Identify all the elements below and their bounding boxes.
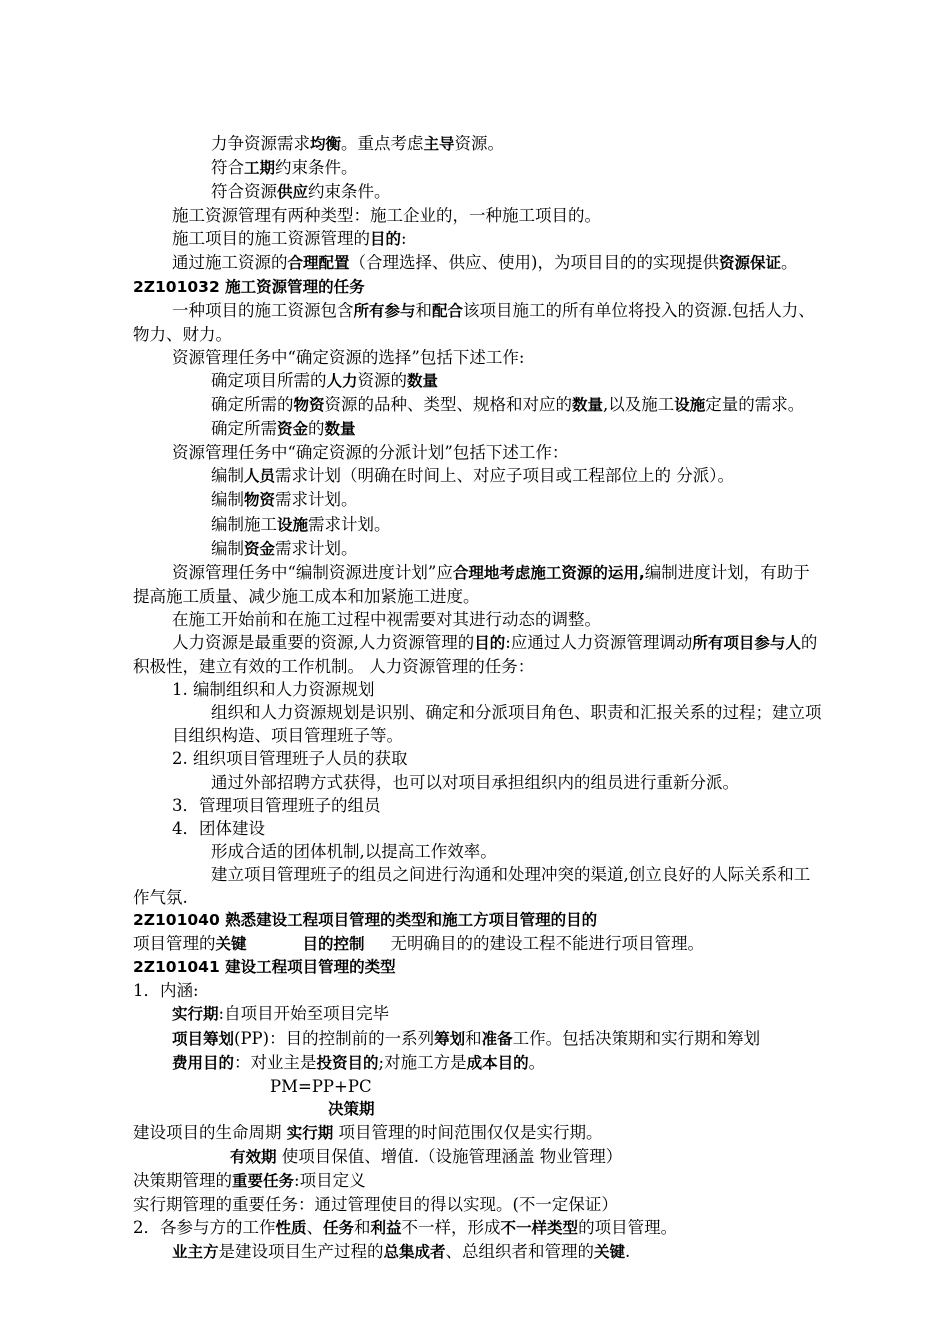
text-line [133,227,823,251]
bold-term: 费用目的 [172,1053,235,1072]
text-run: 和 [354,1218,371,1238]
list-item: 3．管理项目管理班子的组员 [172,795,381,815]
text-run: 确定所需 [211,419,277,439]
text-run: 约束条件。 [308,182,391,202]
text-line: 实行期管理的重要任务：通过管理使目的得以实现。(不一定保证） [133,1195,618,1215]
text-run: 项目管理的时间范围仅仅是实行期。 [333,1122,603,1142]
text-run: 。重点考虑 [341,134,424,153]
bold-term: 项目筹划 [172,1029,235,1048]
paragraph: 建立项目管理班子的组员之间进行沟通和处理冲突的渠道,创立良好的人际关系和工作气氛. [133,864,811,907]
bold-term: 不一样类型 [500,1219,579,1238]
bold-term: 成本目的 [466,1053,529,1072]
text-line [133,132,823,156]
paragraph [133,701,823,747]
bold-term: 准备 [481,1029,513,1048]
bold-term: 目的控制 [302,935,365,954]
text-run: 确定项目所需的 [211,370,327,390]
bold-term: 人力 [326,371,358,390]
bold-term: 实行期 [172,1005,219,1024]
text-run: 需求计划。 [275,490,358,510]
text-run: 需求计划。 [308,514,391,534]
text-run: : [401,229,407,249]
bold-term: 主导 [423,135,455,153]
paragraph [133,1027,823,1051]
text-run: 。 [528,1052,546,1072]
bold-term: 物资 [244,491,276,510]
text-run: 需求计划（明确在时间上、对应子项目或工程部位上的 分派）。 [275,466,735,486]
text-line: 施工资源管理有两种类型：施工企业的，一种施工项目的。 [172,206,601,226]
text-line: 形成合适的团体机制,以提高工作效率。 [211,841,497,861]
text-line: 资源管理任务中“确定资源的分派计划”包括下述工作： [172,443,569,463]
bold-term: 目的 [474,633,506,652]
bold-term: 关键 [594,1243,626,1262]
text-run: 一种项目的施工资源包含 [172,300,354,320]
text-line [133,537,823,561]
text-run: 工作。包括决策期和实行期和筹划 [512,1028,761,1048]
text-line [133,1002,823,1026]
text-run: ：对业主是 [234,1052,317,1072]
text-run: 、总组织者和管理的 [445,1242,595,1262]
text-run: 确定所需的 [211,395,294,415]
text-run: 无明确目的的建设工程不能进行项目管理。 [390,934,705,954]
text-line [133,1121,823,1145]
text-run: . [625,1242,631,1262]
text-run: 约束条件。 [275,158,358,178]
section-heading: 2Z101040 熟悉建设工程项目管理的类型和施工方项目管理的目的 [133,911,598,930]
document-page [133,132,823,1265]
bold-term: 合理地考虑施工资源的运用, [452,563,645,582]
text-run: 2．各参与方的工作 [133,1218,276,1238]
bold-term: 资金 [277,420,309,439]
text-run: 符合资源 [211,182,277,202]
bold-term: 性质 [275,1219,307,1238]
bold-term: 物资 [293,396,325,415]
list-item: 1．内涵: [133,981,199,1001]
text-line [133,488,823,512]
bold-term: 均衡 [310,135,342,153]
text-run: 、 [306,1218,324,1238]
paragraph [133,393,823,417]
text-run: 的项目管理。 [578,1218,678,1238]
text-line [133,1051,823,1075]
paragraph [133,299,823,346]
text-run: 资源的 [357,370,408,390]
text-run: :应通过人力资源管理调动 [505,632,693,652]
bold-term: 所有项目参与人 [692,633,801,652]
text-run: 项目管理的 [133,934,216,954]
text-run: 编制进度计划，有助于提高施工质量、减少施工成本和加紧施工进度。 [133,562,810,606]
paragraph [133,631,823,678]
text-line [133,464,823,488]
text-run: 人力资源是最重要的资源,人力资源管理的 [172,632,475,652]
paragraph [133,561,823,608]
bold-term: 资源保证 [718,254,781,273]
text-run: 的 [308,419,325,439]
bold-term: 总集成者 [383,1243,446,1262]
text-line [133,1145,823,1169]
bold-term: 实行期 [286,1123,334,1142]
text-line [133,1240,823,1264]
text-run: 施工项目的施工资源管理的 [172,229,370,249]
bold-term: 数量 [324,420,356,439]
text-run: 编制 [211,538,244,558]
list-item [133,1216,823,1240]
text-run: 决策期管理的 [133,1171,232,1191]
text-run: 的积极性，建立有效的工作机制。 人力资源管理的任务： [133,632,818,677]
text-line [133,932,823,956]
bold-term: 供应 [277,183,309,202]
text-run: 资源的品种、类型、规格和对应的 [324,395,573,415]
list-item: 4．团体建设 [172,818,265,838]
text-run: 建设项目的生命周期 [133,1122,287,1142]
text-run: 不一样，形成 [401,1218,501,1238]
text-run: 和 [465,1028,482,1048]
bold-term: 所有参与 [353,301,416,320]
text-line [133,180,823,204]
list-item: 1. 编制组织和人力资源规划 [172,680,375,700]
section-heading: 2Z101032 施工资源管理的任务 [133,277,365,296]
text-run: 编制 [211,466,244,486]
text-line [133,417,823,441]
text-line: 资源管理任务中“确定资源的选择”包括下述工作: [172,347,525,367]
text-run: 使项目保值、增值.（设施管理涵盖 物业管理） [276,1147,623,1167]
bold-term: 投资目的 [316,1053,379,1072]
text-run: 组织和人力资源规划是识别、确定和分派项目角色、职责和汇报关系的过程；建立项目组织构造、项目管理班子等。 [172,703,822,746]
text-run: :项目定义 [294,1171,366,1191]
text-run: 符合 [211,158,244,178]
bold-term: 设施 [277,515,309,534]
bold-term: 目的 [370,230,402,249]
text-run: 是建设项目生产过程的 [218,1242,384,1262]
bold-term: 筹划 [434,1029,466,1048]
paragraph [133,251,823,275]
text-run: （合理选择、供应、使用)，为项目目的的实现提供 [349,253,719,273]
bold-term: 重要任务 [232,1172,295,1191]
bold-term: 合理配置 [287,254,350,273]
text-line: 通过外部招聘方式获得，也可以对项目承担组织内的组员进行重新分派。 [211,772,739,792]
text-run: 资源管理任务中“编制资源进度计划”应 [172,562,453,582]
bold-term: 任务 [323,1219,355,1238]
formula: PM=PP+PC [270,1076,372,1096]
list-item: 2. 组织项目管理班子人员的获取 [172,749,408,769]
text-run: 。 [780,253,798,273]
text-run: 和 [415,300,433,320]
text-line [133,369,823,393]
bold-term: 利益 [370,1219,402,1238]
bold-term: 关键 [215,935,247,954]
text-run: 力争资源需求 [211,134,310,153]
text-line: 在施工开始前和在施工过程中视需要对其进行动态的调整。 [172,609,601,629]
bold-term: 数量 [407,371,439,390]
text-run: 定量的需求。 [705,395,805,415]
text-line [133,1169,823,1193]
bold-term: 有效期 [230,1148,277,1167]
bold-term: 业主方 [172,1243,219,1262]
text-line [133,156,823,180]
text-run: 需求计划。 [275,538,358,558]
bold-term: 设施 [674,396,706,415]
text-line [133,513,823,537]
label-decision-phase: 决策期 [328,1099,375,1118]
text-run: (PP)：目的控制前的一系列 [234,1028,435,1048]
text-run: :自项目开始至项目完毕 [218,1004,390,1024]
text-run: ;对施工方是 [378,1052,467,1072]
bold-term: 配合 [432,301,464,320]
text-run: 编制 [211,490,244,510]
text-run: 该项目施工的所有单位将投入的资源.包括人力、物力、财力。 [133,300,815,344]
text-run: ,以及施工 [603,395,675,415]
text-run: 编制施工 [211,514,277,534]
text-run: 通过施工资源的 [172,253,288,273]
text-run: 资源。 [454,134,505,153]
section-heading: 2Z101041 建设工程项目管理的类型 [133,958,396,977]
bold-term: 数量 [572,396,604,415]
bold-term: 人员 [244,467,276,486]
bold-term: 资金 [244,539,276,558]
bold-term: 工期 [244,159,276,178]
